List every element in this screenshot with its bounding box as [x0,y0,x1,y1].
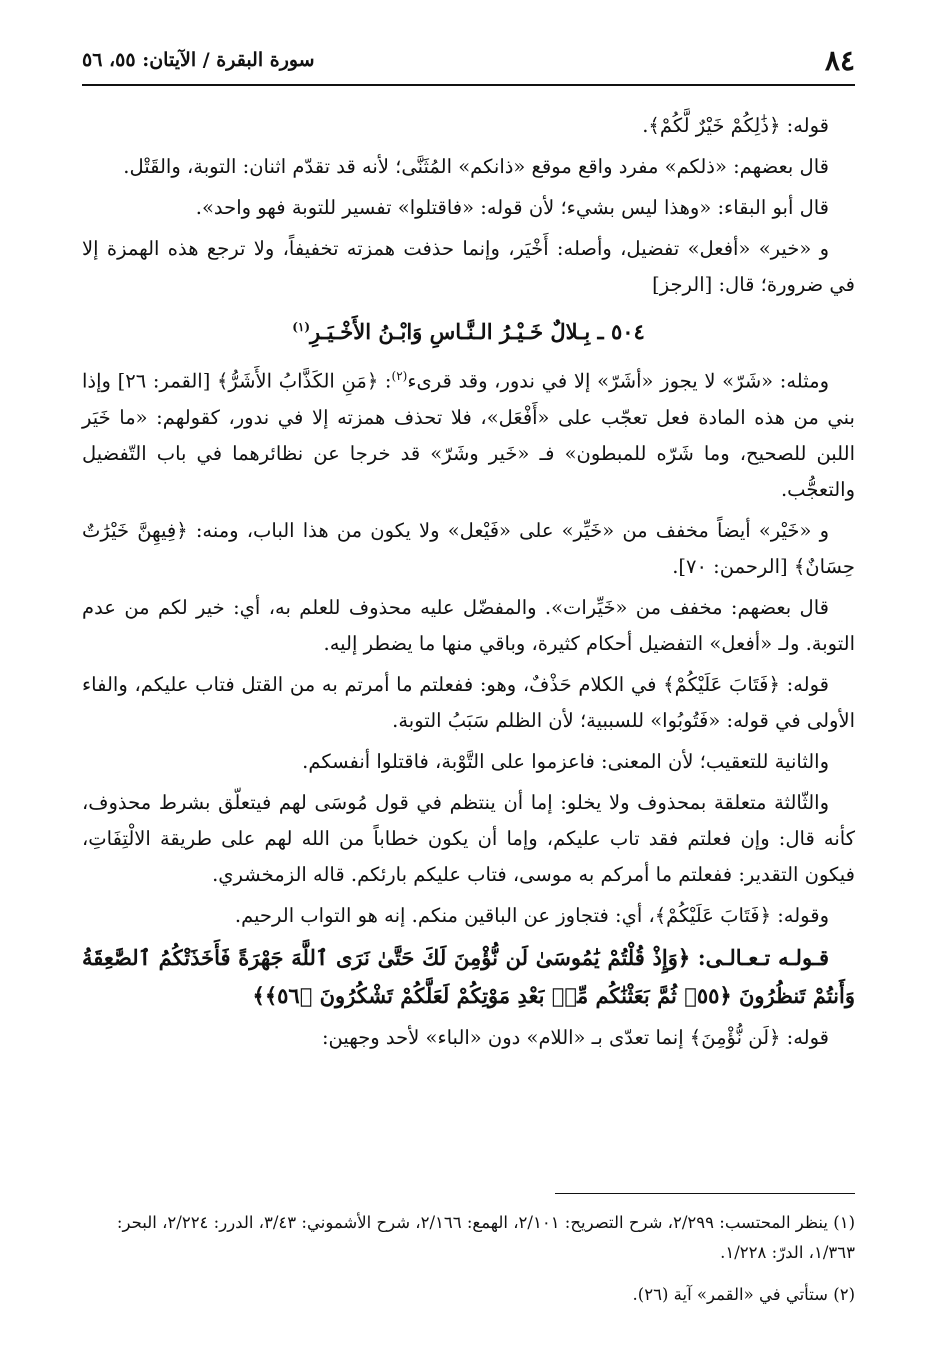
footnote-ref: (١) [292,320,311,334]
paragraph: والثانية للتعقيب؛ لأن المعنى: فاعزموا على التَّوْبة، فاقتلوا أنفسكم. [302,749,829,773]
page-number: ٨٤ [824,43,855,77]
footnote: (١) ينظر المحتسب: ٢/٢٩٩، شرح التصريح: ٢/١٠١، الهمع: ٢/١٦٦، شرح الأشموني: ٣/٤٣، الدرر: ٢/٢٢٤، البحر: ١/٣٦٣، الدرّ: ١/٢٢٨. [116,1213,855,1262]
header-rule [82,84,855,86]
paragraph: قوله: ﴿فَتَابَ عَلَيْكُمْ﴾ في الكلام حَذْفٌ، وهو: ففعلتم ما أمرتم به من القتل فتاب عليكم، والفاء الأولى في قوله: «فَتُوبُوا» للسببية؛ لأن الظلم سَبَبُ التوبة. [82,672,855,732]
paragraph: قال أبو البقاء: «وهذا ليس بشيء؛ لأن قوله: «فاقتلوا» تفسير للتوبة فهو واحد». [195,196,829,219]
footnote: (٢) ستأتي في «القمر» آية (٢٦). [632,1285,855,1304]
paragraph: والثّالثة متعلقة بمحذوف ولا يخلو: إما أن ينتظم في قول مُوسَى لهم فيتعلّق بشرط محذوف، كأنه قال: وإن فعلتم فقد تاب عليكم، وإما أن يكون خطاباً من الله لهم على طريقة الالْتِفَاتِ، فيكون التقدير: ففعلتم ما أمركم به موسى، فتاب عليكم بارئكم. قاله الزمخشري. [82,790,855,886]
footnote-rule [555,1193,855,1194]
paragraph: و «خَيْر» أيضاً مخفف من «خَيِّر» على «فَيْعل» ولا يكون من هذا الباب، ومنه: ﴿فِيهِنَّ خَيْرَٰتٌ حِسَانٌ﴾ [الرحمن: ٧٠]. [82,518,855,578]
running-title: سورة البقرة / الآيتان: ٥٥، ٥٦ [82,49,315,71]
poetry-verse [82,309,855,350]
paragraph: و «خير» «أفعل» تفضيل، وأصله: أَخْيَر، وإنما حذفت همزته تخفيفاً، ولا ترجع هذه الهمزة إلا في ضرورة؛ قال: [الرجز] [82,237,855,296]
paragraph-part: ومثله: «شَرّ» لا يجوز «أشَرّ» إلا في ندور، وقد قرىء [407,369,829,393]
paragraph: قال بعضهم: مخفف من «خَيِّرات». والمفضّل عليه محذوف للعلم به، أي: خير لكم من عدم التوبة. ولـ «أفعل» التفضيل أحكام كثيرة، وباقي منها ما يضطر إليه. [82,595,855,655]
paragraph: قوله: ﴿لَن نُّؤْمِنَ﴾ إنما تعدّى بـ «اللام» دون «الباء» لأحد وجهين: [321,1025,829,1049]
footnote-ref: (٢) [391,369,408,383]
verse-text: ٥٠٤ ـ بِـلالٌ خَـيْـرُ الـنَّـاسِ وَابْـنُ الأَخْـيَـرِ [310,319,645,344]
paragraph: وقوله: ﴿فَتَابَ عَلَيْكُمْ﴾، أي: فتجاوز عن الباقين منكم. إنه هو التواب الرحيم. [234,903,829,927]
paragraph-part: : ﴿مَنِ الكَذَّابُ الأَشَرُّ﴾ [القمر: ٢٦] وإذا بني من هذه المادة فعل تعجّب على «أَفْعَل»، فلا تحذف همزته إلا في ندور، كقولهم: «ما خَيَر اللبن للصحيح، وما شَرّه للمبطون» فـ «خَير وشَرّ» قد خرجا عن نظائرهما في باب التّفضيل والتعجُّب. [82,369,855,501]
footnotes [82,1208,855,1322]
main-text [82,108,855,1061]
page-header [82,38,855,82]
paragraph [82,358,855,508]
paragraph: قال بعضهم: «ذلكم» مفرد واقع موقع «ذانكم» المُثَنَّى؛ لأنه قد تقدّم اثنان: التوبة، والقَتْل. [123,155,829,178]
paragraph: قوله: ﴿ذَٰلِكُمْ خَيْرٌ لَّكُمْ﴾. [642,114,829,137]
quran-verse: قـولـه تـعـالـى: ﴿وَإِذْ قُلْتُمْ يَٰمُوسَىٰ لَن نُّؤْمِنَ لَكَ حَتَّىٰ نَرَى ٱللَّهَ جَهْرَةً فَأَخَذَتْكُمُ ٱلصَّٰعِقَةُ وَأَنتُمْ تَنظُرُونَ ﴿٥٥﴾ ثُمَّ بَعَثْنَٰكُم مِّنۢ بَعْدِ مَوْتِكُمْ لَعَلَّكُمْ تَشْكُرُونَ ﴿٥٦﴾﴾ [82,944,855,1008]
